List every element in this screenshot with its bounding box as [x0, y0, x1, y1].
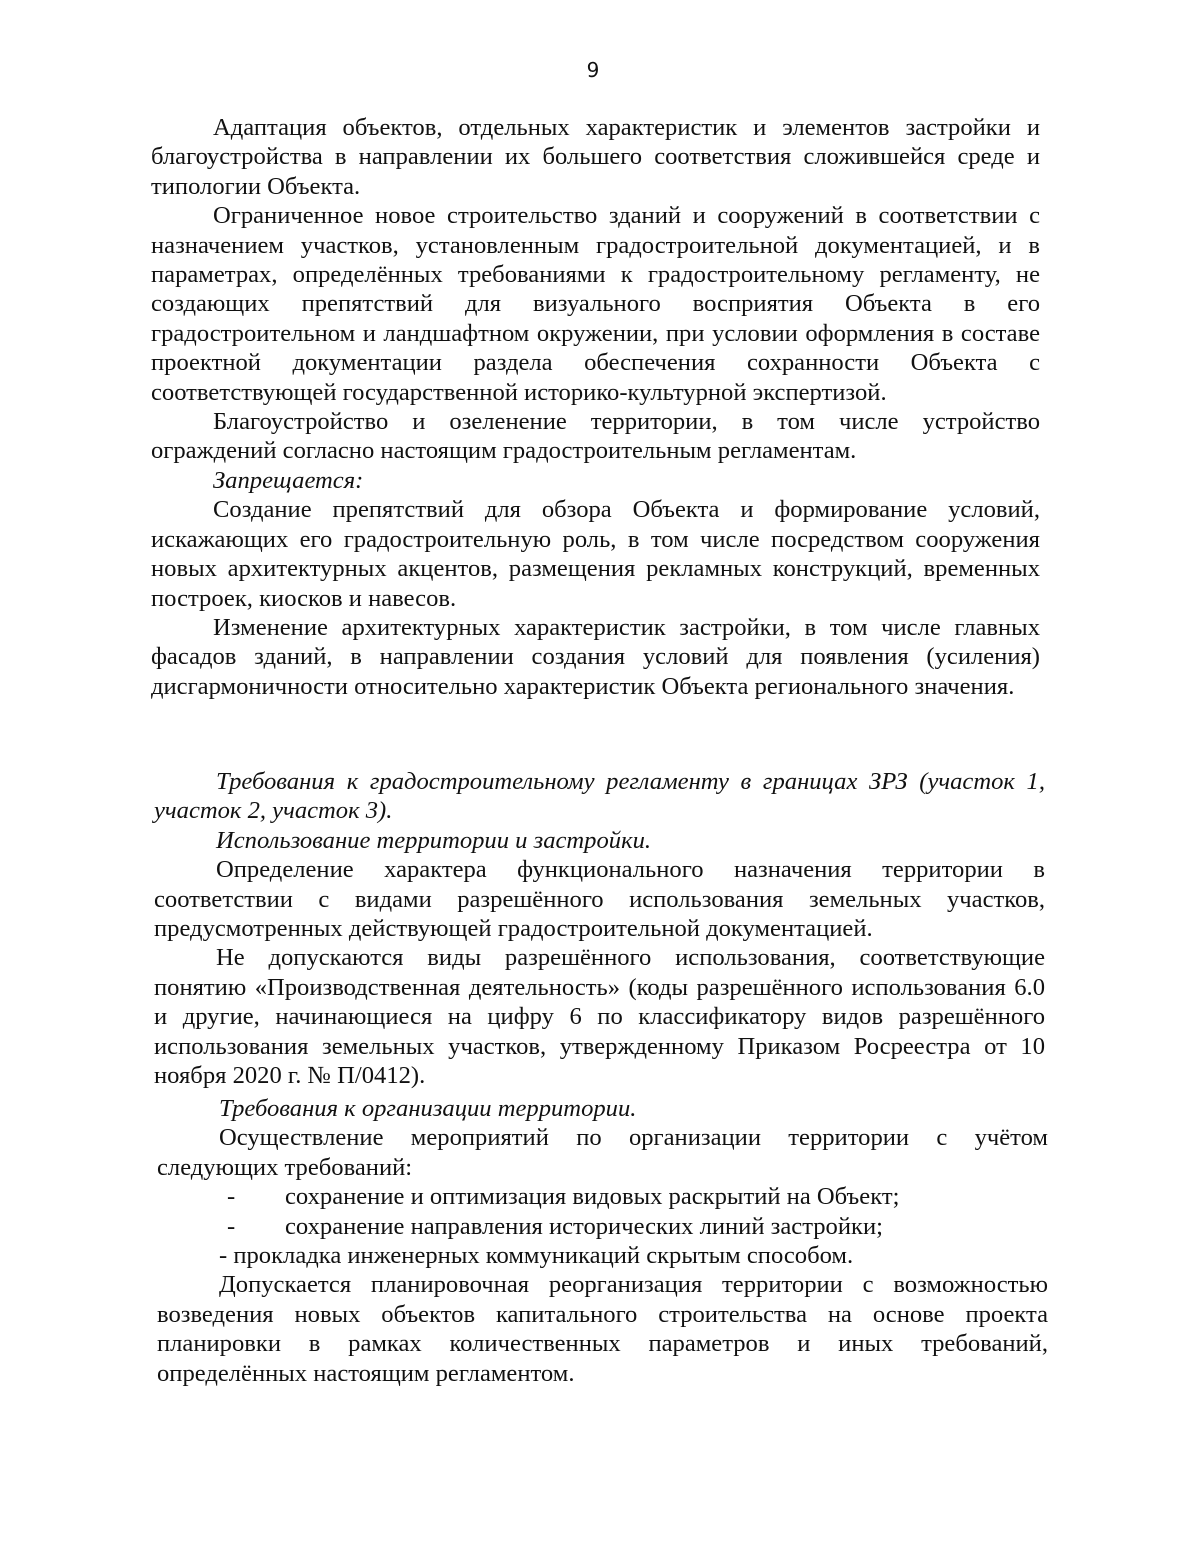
paragraph-prohibited-obstruction: Создание препятствий для обзора Объекта и формирование условий, искажающих его градостроительную роль, в том числе посредством сооружения новых архитектурных акцентов, размещения рекламных конструкций, временных построек, киосков и навесов.	[151, 496, 1040, 612]
paragraph-organization-intro: Осуществление мероприятий по организации территории с учётом следующих требований:	[157, 1124, 1048, 1181]
list-item-text: сохранение и оптимизация видовых раскрытий на Объект;	[285, 1183, 900, 1211]
section-2-heading: Требования к градостроительному регламенту в границах ЗРЗ (участок 1, участок 2, участок 3).	[154, 768, 1045, 825]
paragraph-not-allowed: Не допускаются виды разрешённого использования, соответствующие понятию «Производственная деятельность» (коды разрешённого использования 6.0 и другие, начинающиеся на цифру 6 по классификатору видов разрешённого использования земельных участков, утвержденному Приказом Росреестра от 10 ноября 2020 г. № П/0412).	[154, 944, 1045, 1090]
list-item-text: сохранение направления исторических линий застройки;	[285, 1212, 883, 1240]
section-2-heading-block	[154, 767, 1045, 1090]
subheading-use: Использование территории и застройки.	[216, 826, 652, 854]
paragraph-adaptation: Адаптация объектов, отдельных характеристик и элементов застройки и благоустройства в направлении их большего соответствия сложившейся среде и типологии Объекта.	[151, 114, 1040, 200]
list-item	[157, 1182, 1048, 1211]
section-2-organization-block	[157, 1094, 1048, 1388]
list-dash: -	[227, 1212, 236, 1240]
paragraph-landscaping: Благоустройство и озеленение территории, в том числе устройство ограждений согласно настоящим градостроительным регламентам.	[151, 408, 1040, 465]
paragraph-prohibited-changes: Изменение архитектурных характеристик застройки, в том числе главных фасадов зданий, в направлении создания условий для появления (усиления) дисгармоничности относительно характеристик Объекта регионального значения.	[151, 613, 1040, 700]
list-dash: -	[227, 1183, 236, 1211]
paragraph-function-definition: Определение характера функционального назначения территории в соответствии с видами разрешённого использования земельных участков, предусмотренных действующей градостроительной документацией.	[154, 856, 1045, 943]
paragraph-limited-construction: Ограниченное новое строительство зданий и сооружений в соответствии с назначением участков, установленным градостроительной документацией, и в параметрах, определённых требованиями к градостроительному регламенту, не создающих препятствий для визуального восприятия Объекта в его градостроительном и ландшафтном окружении, при условии оформления в составе проектной документации раздела обеспечения сохранности Объекта с соответствующей государственной историко-культурной экспертизой.	[151, 202, 1040, 406]
subheading-organization: Требования к организации территории.	[219, 1095, 637, 1122]
section-1	[151, 113, 1040, 701]
prohibited-heading: Запрещается:	[213, 466, 364, 494]
list-item-plain: - прокладка инженерных коммуникаций скрытым способом.	[219, 1242, 854, 1270]
list-item	[157, 1212, 1048, 1241]
paragraph-reorganization: Допускается планировочная реорганизация территории с возможностью возведения новых объектов капитального строительства на основе проекта планировки в рамках количественных параметров и иных требований, определённых настоящим регламентом.	[157, 1271, 1048, 1387]
page-number: 9	[586, 58, 600, 82]
